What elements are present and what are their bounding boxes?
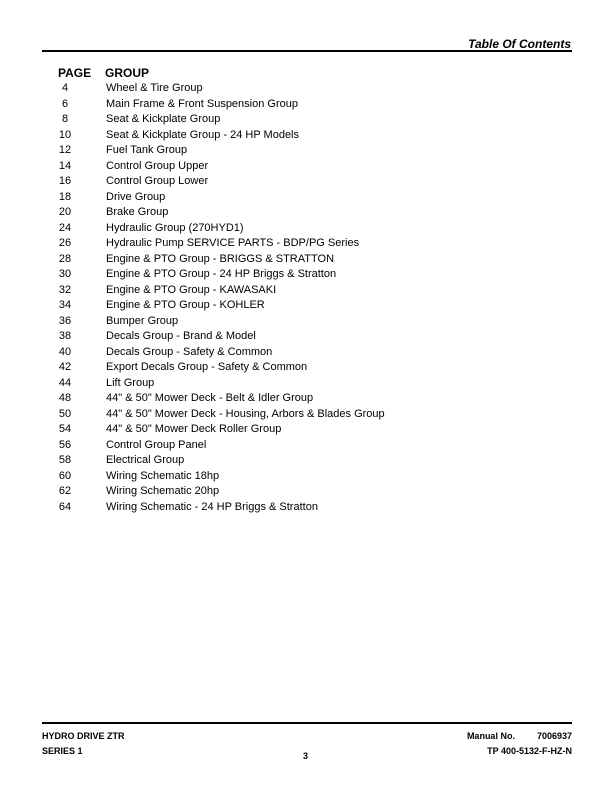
- toc-row[interactable]: [0, 236, 612, 252]
- toc-row[interactable]: [0, 329, 612, 345]
- toc-title: Decals Group - Safety & Common: [106, 345, 273, 358]
- toc-page-number: 8: [61, 113, 69, 125]
- toc-row[interactable]: [0, 298, 612, 314]
- toc-page-number: 34: [58, 299, 72, 311]
- toc-title: Decals Group - Brand & Model: [106, 330, 256, 342]
- toc-title: Control Group Upper: [106, 159, 209, 172]
- toc-row[interactable]: [0, 453, 612, 469]
- toc-title: Hydraulic Group (270HYD1): [106, 221, 244, 234]
- toc-title: Seat & Kickplate Group - 24 HP Models: [106, 128, 300, 141]
- toc-page-number: 60: [58, 469, 72, 482]
- toc-title: Wheel & Tire Group: [106, 82, 203, 94]
- toc-row[interactable]: [0, 159, 612, 175]
- toc-row[interactable]: [0, 345, 612, 361]
- toc-row[interactable]: [0, 500, 612, 516]
- toc-title: 44" & 50" Mower Deck Roller Group: [106, 423, 282, 435]
- toc-page-number: 20: [58, 206, 72, 218]
- toc-row[interactable]: [0, 97, 612, 113]
- header-rule: [42, 50, 572, 52]
- toc-row[interactable]: [0, 438, 612, 454]
- toc-row[interactable]: [0, 112, 612, 128]
- toc-row[interactable]: [0, 376, 612, 392]
- toc-page-number: 40: [58, 345, 72, 358]
- toc-page-number: 28: [58, 252, 72, 265]
- page-column-header: PAGE: [58, 66, 92, 80]
- footer-model: HYDRO DRIVE ZTR: [42, 731, 125, 741]
- toc-row[interactable]: [0, 205, 612, 221]
- toc-row[interactable]: [0, 391, 612, 407]
- toc-title: Drive Group: [106, 190, 166, 203]
- footer-rule: [42, 722, 572, 724]
- toc-title: Fuel Tank Group: [106, 144, 188, 156]
- toc-page-number: 42: [58, 361, 72, 373]
- toc-page-number: 16: [58, 175, 72, 187]
- toc-list: [0, 81, 612, 515]
- toc-page-number: 54: [58, 423, 72, 435]
- toc-page-number: 32: [58, 283, 72, 296]
- toc-title: Main Frame & Front Suspension Group: [106, 97, 298, 110]
- page-title: Table Of Contents: [468, 37, 571, 51]
- toc-row[interactable]: [0, 283, 612, 299]
- toc-title: Seat & Kickplate Group: [106, 113, 221, 125]
- toc-row[interactable]: [0, 407, 612, 423]
- toc-title: Wiring Schematic 20hp: [106, 485, 220, 497]
- toc-page-number: 38: [58, 330, 72, 342]
- toc-page-number: 6: [61, 97, 69, 110]
- toc-row[interactable]: [0, 267, 612, 283]
- toc-page-number: 58: [58, 454, 72, 466]
- toc-title: Lift Group: [106, 376, 155, 389]
- toc-title: Bumper Group: [106, 314, 179, 327]
- footer-manual: [467, 731, 572, 741]
- toc-page-number: 18: [58, 190, 72, 203]
- toc-page-number: 36: [58, 314, 72, 327]
- toc-page-number: 50: [58, 407, 72, 420]
- toc-row[interactable]: [0, 190, 612, 206]
- toc-page-number: 48: [58, 392, 72, 404]
- toc-page-number: 12: [58, 144, 72, 156]
- toc-title: Export Decals Group - Safety & Common: [106, 361, 308, 373]
- toc-title: Wiring Schematic - 24 HP Briggs & Stratton: [106, 500, 318, 513]
- toc-page-number: 4: [61, 82, 69, 94]
- toc-row[interactable]: [0, 484, 612, 500]
- manual-number: 7006937: [536, 731, 572, 741]
- toc-title: Engine & PTO Group - KOHLER: [106, 299, 265, 311]
- toc-row[interactable]: [0, 221, 612, 237]
- page-number: 3: [303, 751, 309, 761]
- toc-title: Hydraulic Pump SERVICE PARTS - BDP/PG Series: [106, 237, 360, 249]
- toc-title: 44" & 50" Mower Deck - Housing, Arbors & Blades Group: [106, 407, 385, 420]
- toc-title: Engine & PTO Group - BRIGGS & STRATTON: [106, 252, 335, 265]
- group-column-header: GROUP: [105, 66, 150, 80]
- toc-page-number: 30: [58, 268, 72, 280]
- toc-row[interactable]: [0, 174, 612, 190]
- toc-page-number: 10: [58, 128, 72, 141]
- footer-series: SERIES 1: [42, 746, 83, 756]
- toc-title: Engine & PTO Group - KAWASAKI: [106, 283, 277, 296]
- toc-row[interactable]: [0, 314, 612, 330]
- manual-label: Manual No.: [466, 731, 515, 741]
- toc-page-number: 62: [58, 485, 72, 497]
- toc-title: Control Group Panel: [106, 438, 207, 451]
- toc-page-number: 64: [58, 500, 72, 513]
- toc-row[interactable]: [0, 81, 612, 97]
- toc-row[interactable]: [0, 469, 612, 485]
- toc-row[interactable]: [0, 252, 612, 268]
- footer-tp-code: TP 400-5132-F-HZ-N: [487, 746, 572, 756]
- toc-row[interactable]: [0, 128, 612, 144]
- toc-page-number: 14: [58, 159, 72, 172]
- toc-row[interactable]: [0, 143, 612, 159]
- toc-page-number: 24: [58, 221, 72, 234]
- toc-page-number: 26: [58, 237, 72, 249]
- toc-page-number: 56: [58, 438, 72, 451]
- toc-row[interactable]: [0, 360, 612, 376]
- toc-title: Electrical Group: [106, 454, 185, 466]
- toc-title: 44" & 50" Mower Deck - Belt & Idler Group: [106, 392, 314, 404]
- toc-title: Wiring Schematic 18hp: [106, 469, 220, 482]
- toc-page-number: 44: [58, 376, 72, 389]
- toc-title: Control Group Lower: [106, 175, 209, 187]
- toc-title: Brake Group: [106, 206, 169, 218]
- toc-row[interactable]: [0, 422, 612, 438]
- toc-title: Engine & PTO Group - 24 HP Briggs & Stratton: [106, 268, 337, 280]
